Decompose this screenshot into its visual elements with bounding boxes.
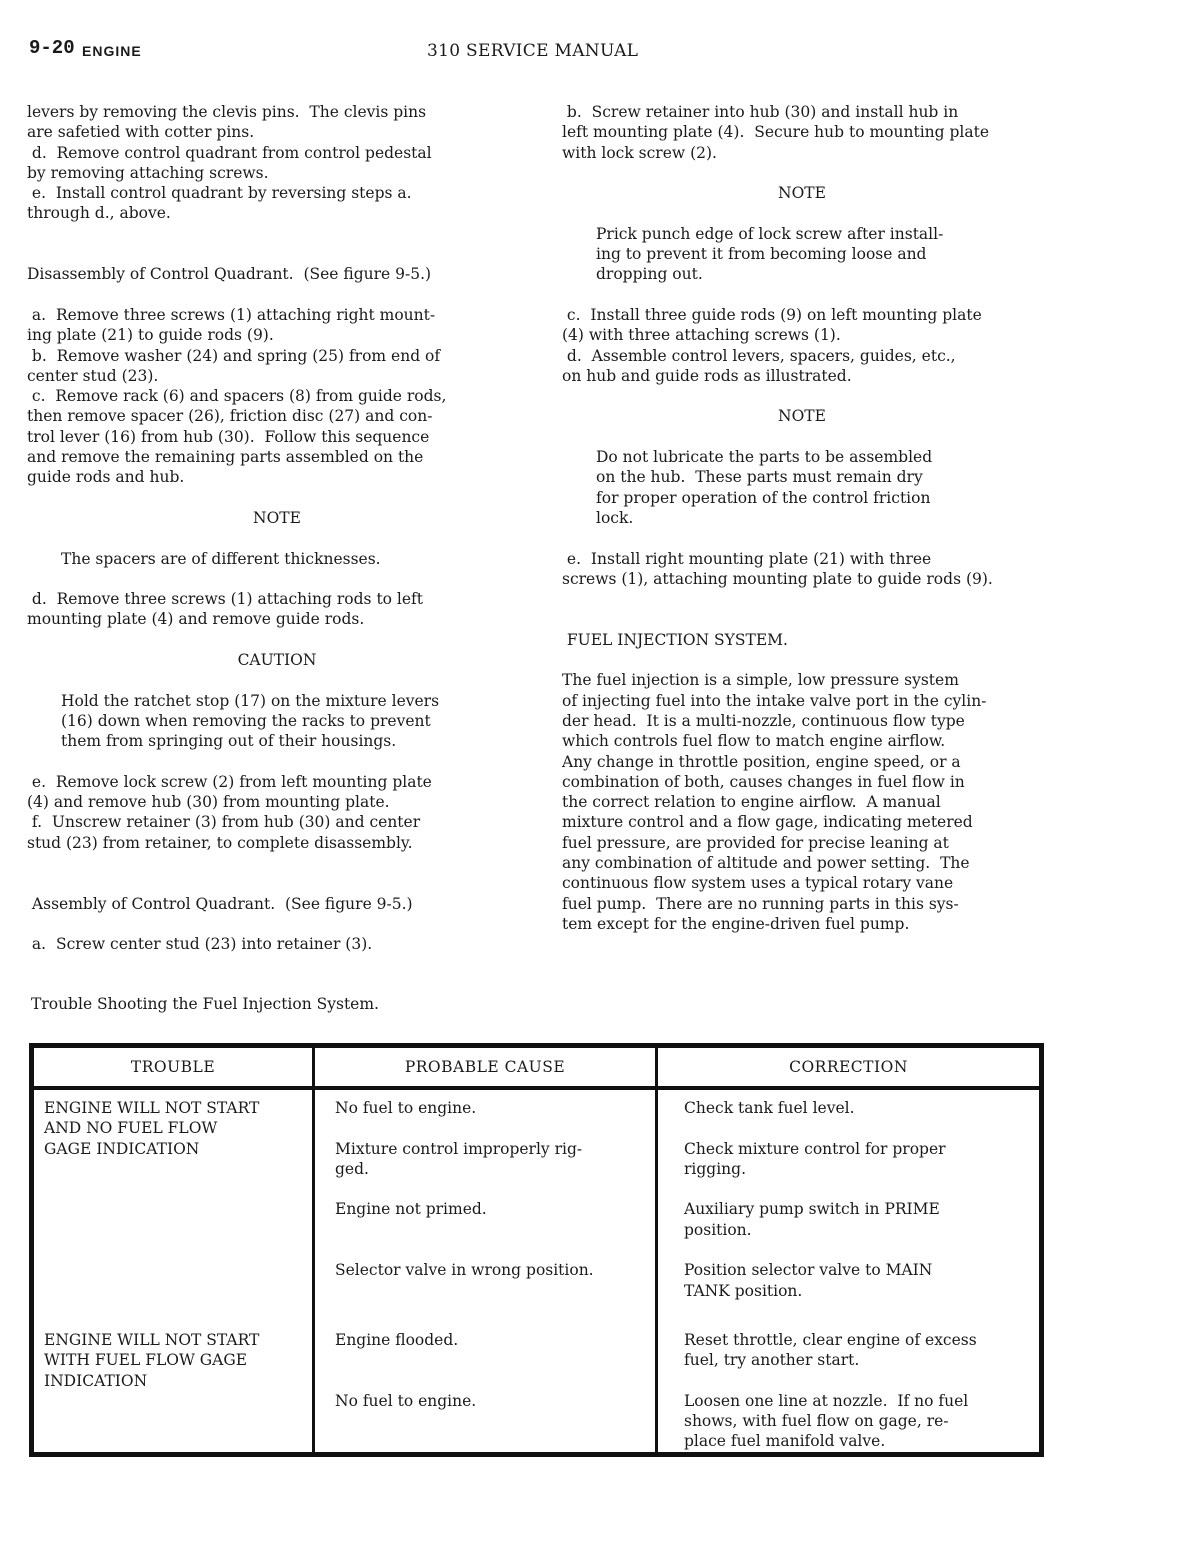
- left-column: [27, 102, 527, 954]
- cause-item: Engine not primed.: [335, 1200, 487, 1219]
- text-line: WITH FUEL FLOW GAGE: [44, 1351, 248, 1370]
- trouble-cell: [32, 1330, 314, 1454]
- cause-item: No fuel to engine.: [335, 1099, 477, 1117]
- page-number: 9-20: [29, 37, 75, 59]
- note-label: NOTE: [778, 407, 826, 426]
- correction-item: Check mixture control for proper: [684, 1139, 946, 1158]
- text-line: Do not lubricate the parts to be assembled: [596, 448, 933, 467]
- note-text: [562, 224, 1062, 285]
- text-line: ENGINE WILL NOT START: [44, 1331, 260, 1349]
- text-line: f. Unscrew retainer (3) from hub (30) and center: [27, 813, 421, 832]
- manual-title: 310 SERVICE MANUAL: [427, 41, 639, 61]
- table-header-row: [32, 1046, 1042, 1089]
- assembly-heading: Assembly of Control Quadrant. (See figure 9-5.): [27, 894, 413, 913]
- text-line: (16) down when removing the racks to prevent: [61, 711, 431, 730]
- assembly-step-c: [562, 305, 1062, 346]
- header-correction: CORRECTION: [657, 1046, 1042, 1089]
- text-line: INDICATION: [44, 1371, 148, 1390]
- trouble-cell: [32, 1088, 314, 1330]
- note-label: NOTE: [253, 508, 301, 527]
- cause-item: Engine flooded.: [335, 1331, 459, 1349]
- text-line: on the hub. These parts must remain dry: [596, 468, 923, 487]
- text-line: d. Remove three screws (1) attaching rods to left: [27, 590, 424, 609]
- cause-cell: [314, 1088, 657, 1330]
- disassembly-step-e: [27, 772, 527, 813]
- correction-cell: [657, 1088, 1042, 1330]
- text-line: fuel pump. There are no running parts in this sys-: [562, 894, 959, 913]
- text-line: of injecting fuel into the intake valve port in the cylin-: [562, 691, 987, 710]
- text-line: by removing attaching screws.: [27, 163, 269, 182]
- text-line: any combination of altitude and power setting. The: [562, 853, 970, 872]
- text-line: fuel pressure, are provided for precise leaning at: [562, 833, 949, 852]
- correction-item: position.: [684, 1220, 752, 1239]
- text-line: dropping out.: [596, 265, 703, 284]
- step-e-install-quadrant: [27, 183, 527, 224]
- correction-item: Position selector valve to MAIN: [684, 1261, 933, 1280]
- correction-item: fuel, try another start.: [684, 1351, 860, 1370]
- step-d-remove-quadrant: [27, 143, 527, 184]
- text-line: then remove spacer (26), friction disc (27) and con-: [27, 407, 433, 426]
- caution-text: [27, 691, 527, 752]
- text-line: which controls fuel flow to match engine airflow.: [562, 732, 946, 751]
- text-line: d. Assemble control levers, spacers, guides, etc.,: [562, 346, 956, 365]
- text-line: (4) with three attaching screws (1).: [562, 326, 841, 345]
- header-trouble: TROUBLE: [32, 1046, 314, 1089]
- text-line: c. Remove rack (6) and spacers (8) from guide rods,: [27, 387, 447, 406]
- text-line: them from springing out of their housings.: [61, 732, 397, 751]
- text-line: GAGE INDICATION: [44, 1139, 200, 1158]
- text-line: d. Remove control quadrant from control pedestal: [27, 143, 432, 162]
- cause-item: ged.: [335, 1159, 369, 1178]
- text-line: continuous flow system uses a typical rotary vane: [562, 874, 954, 893]
- text-line: left mounting plate (4). Secure hub to mounting plate: [562, 123, 990, 142]
- correction-item: TANK position.: [684, 1281, 803, 1300]
- text-line: der head. It is a multi-nozzle, continuous flow type: [562, 711, 965, 730]
- text-line: The fuel injection is a simple, low pressure system: [562, 671, 959, 690]
- text-line: with lock screw (2).: [562, 143, 717, 162]
- text-line: trol lever (16) from hub (30). Follow this sequence: [27, 427, 430, 446]
- section-name: ENGINE: [82, 43, 142, 59]
- assembly-step-d: [562, 346, 1062, 387]
- text-line: b. Remove washer (24) and spring (25) from end of: [27, 346, 441, 365]
- correction-item: Loosen one line at nozzle. If no fuel: [684, 1391, 969, 1410]
- text-line: c. Install three guide rods (9) on left mounting plate: [562, 305, 982, 324]
- correction-item: Check tank fuel level.: [684, 1099, 855, 1117]
- assembly-step-e: [562, 549, 1062, 590]
- text-line: ing plate (21) to guide rods (9).: [27, 326, 274, 345]
- disassembly-step-c: [27, 386, 527, 487]
- text-line: ing to prevent it from becoming loose and: [596, 245, 927, 264]
- disassembly-step-d: [27, 589, 527, 630]
- cause-item: Selector valve in wrong position.: [335, 1261, 594, 1280]
- text-line: tem except for the engine-driven fuel pump.: [562, 914, 910, 933]
- right-column: [562, 102, 1062, 934]
- note-label: NOTE: [778, 184, 826, 203]
- text-line: e. Install right mounting plate (21) with three: [562, 549, 932, 568]
- note-text: [562, 447, 1062, 528]
- troubleshooting-table: [29, 1043, 1044, 1457]
- text-line: ENGINE WILL NOT START: [44, 1099, 260, 1117]
- table-row: [32, 1088, 1042, 1330]
- text-line: guide rods and hub.: [27, 468, 185, 487]
- text-line: Prick punch edge of lock screw after install-: [596, 224, 944, 243]
- text-line: combination of both, causes changes in fuel flow in: [562, 772, 965, 791]
- text-line: are safetied with cotter pins.: [27, 123, 255, 142]
- correction-item: Reset throttle, clear engine of excess: [684, 1331, 977, 1349]
- disassembly-step-b: [27, 346, 527, 387]
- fuel-injection-heading: FUEL INJECTION SYSTEM.: [562, 630, 788, 649]
- text-line: and remove the remaining parts assembled on the: [27, 448, 424, 467]
- text-line: screws (1), attaching mounting plate to guide rods (9).: [562, 569, 993, 588]
- note-text: The spacers are of different thicknesses.: [61, 549, 381, 568]
- fuel-injection-text: [562, 670, 1062, 934]
- correction-item: shows, with fuel flow on gage, re-: [684, 1412, 949, 1431]
- text-line: through d., above.: [27, 204, 171, 223]
- text-line: e. Install control quadrant by reversing steps a.: [27, 184, 412, 203]
- text-line: for proper operation of the control friction: [596, 488, 931, 507]
- troubleshooting-heading: Trouble Shooting the Fuel Injection System.: [31, 995, 379, 1013]
- cause-cell: [314, 1330, 657, 1454]
- text-line: stud (23) from retainer, to complete disassembly.: [27, 833, 413, 852]
- cause-item: Mixture control improperly rig-: [335, 1139, 583, 1158]
- assembly-step-a: a. Screw center stud (23) into retainer (3).: [27, 935, 373, 954]
- text-line: the correct relation to engine airflow. A manual: [562, 793, 941, 812]
- assembly-step-b: [562, 102, 1062, 163]
- text-line: e. Remove lock screw (2) from left mounting plate: [27, 772, 432, 791]
- paragraph-clevis-pins: [27, 102, 527, 143]
- disassembly-step-a: [27, 305, 527, 346]
- text-line: on hub and guide rods as illustrated.: [562, 366, 852, 385]
- header-probable-cause: PROBABLE CAUSE: [314, 1046, 657, 1089]
- table-row: [32, 1330, 1042, 1454]
- correction-item: rigging.: [684, 1159, 746, 1178]
- text-line: Any change in throttle position, engine speed, or a: [562, 752, 961, 771]
- correction-cell: [657, 1330, 1042, 1454]
- text-line: center stud (23).: [27, 366, 159, 385]
- text-line: AND NO FUEL FLOW: [44, 1119, 218, 1138]
- text-line: a. Remove three screws (1) attaching right mount-: [27, 305, 436, 324]
- disassembly-heading: Disassembly of Control Quadrant. (See figure 9-5.): [27, 265, 432, 284]
- correction-item: Auxiliary pump switch in PRIME: [684, 1200, 940, 1219]
- cause-item: No fuel to engine.: [335, 1391, 477, 1410]
- text-line: (4) and remove hub (30) from mounting plate.: [27, 793, 390, 812]
- text-line: mounting plate (4) and remove guide rods.: [27, 610, 365, 629]
- caution-label: CAUTION: [237, 651, 317, 670]
- text-line: Hold the ratchet stop (17) on the mixture levers: [61, 691, 440, 710]
- text-line: levers by removing the clevis pins. The clevis pins: [27, 103, 427, 121]
- text-line: b. Screw retainer into hub (30) and install hub in: [562, 103, 959, 121]
- disassembly-step-f: [27, 812, 527, 853]
- correction-item: place fuel manifold valve.: [684, 1432, 886, 1451]
- text-line: mixture control and a flow gage, indicating metered: [562, 813, 973, 832]
- text-line: lock.: [596, 508, 634, 527]
